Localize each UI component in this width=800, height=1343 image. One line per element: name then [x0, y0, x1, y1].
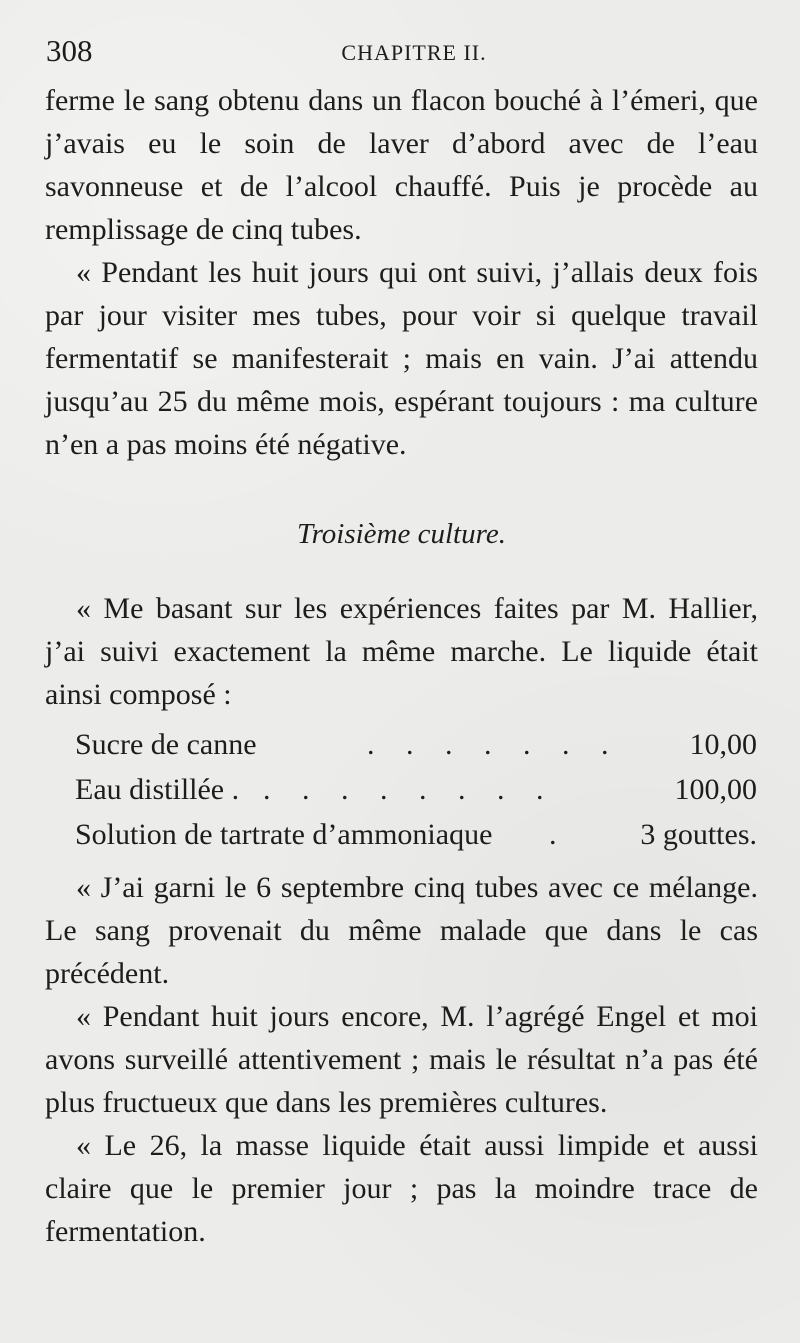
paragraph-no-fermentation: « Le 26, la masse liquide était aussi limpide et aussi claire que le premier jour ; pas la moindre trace de fermentation.	[45, 1129, 758, 1248]
page-number: 308	[46, 33, 93, 68]
section-title: Troisième culture.	[297, 518, 506, 550]
paragraph-eight-days: « Pendant les huit jours qui ont suivi, j’allais deux fois par jour visiter mes tubes, pour voir si quelque travail fermentatif se manifesterait ; mais en vain. J’ai attendu jusqu’au 25 du même mois, espérant toujours : ma culture n’en a pas moins été négative.	[45, 256, 758, 461]
ingredient-row-tartrate	[75, 812, 757, 857]
chapter-running-head: CHAPITRE II.	[341, 40, 487, 65]
page-header	[46, 34, 754, 68]
ingredient-value: 3 gouttes.	[640, 818, 757, 851]
continued-paragraph: ferme le sang obtenu dans un flacon bouché à l’émeri, que j’avais eu le soin de laver d’abord avec de l’eau savonneuse et de l’alcool chauffé. Puis je procède au remplissage de cinq tubes.	[45, 84, 758, 246]
paragraph-hallier-method: « Me basant sur les expériences faites par M. Hallier, j’ai suivi exactement la même marche. Le liquide était ainsi composé :	[45, 592, 758, 711]
ingredient-list	[75, 722, 757, 857]
ingredient-row-eau	[75, 767, 757, 812]
ingredient-value: 10,00	[689, 728, 757, 761]
page-body	[45, 79, 758, 1253]
ingredient-value: 100,00	[674, 773, 757, 806]
leader-dots: .	[549, 818, 569, 851]
ingredient-name: Sucre de canne	[75, 728, 257, 761]
paragraph-september-tubes: « J’ai garni le 6 septembre cinq tubes avec ce mélange. Le sang provenait du même malade que dans le cas précédent.	[45, 871, 758, 990]
leader-dots: . . . . . . . .	[263, 773, 556, 806]
paragraph-engel-observation: « Pendant huit jours encore, M. l’agrégé Engel et moi avons surveillé attentivement ; mais le résultat n’a pas été plus fructueux que dans les premières cultures.	[45, 1000, 758, 1119]
ingredient-name: Solution de tartrate d’ammoniaque	[75, 818, 493, 851]
ingredient-name: Eau distillée .	[75, 773, 240, 806]
ingredient-row-sucre	[75, 722, 757, 767]
leader-dots: . . . . . . .	[367, 728, 621, 761]
